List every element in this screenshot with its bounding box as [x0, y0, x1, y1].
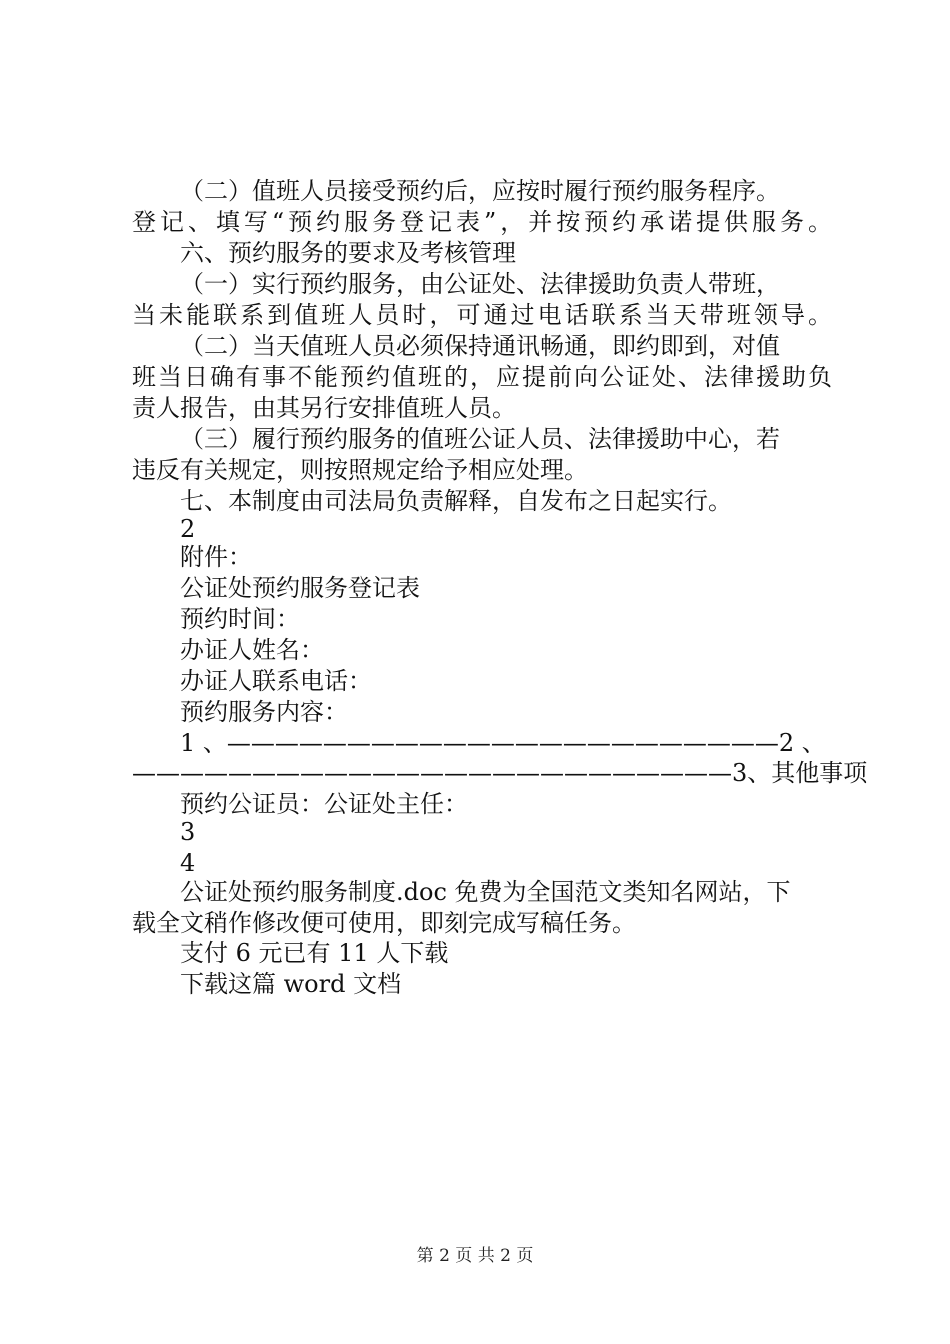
form-field-applicant-name: 办证人姓名：	[180, 636, 324, 664]
page-number-marker: 4	[180, 849, 196, 877]
paragraph-line: 登记、填写“预约服务登记表”，并按预约承诺提供服务。	[132, 208, 832, 236]
paragraph-line: （二）当天值班人员必须保持通讯畅通，即约即到，对值	[180, 332, 780, 360]
page-number-marker: 3	[180, 818, 196, 846]
paragraph-line: （二）值班人员接受预约后，应按时履行预约服务程序。	[180, 177, 780, 205]
section-heading: 六、预约服务的要求及考核管理	[180, 239, 516, 267]
paragraph-line: （一）实行预约服务，由公证处、法律援助负责人带班，	[180, 270, 780, 298]
attachment-label: 附件：	[180, 543, 252, 571]
download-notice: 公证处预约服务制度.doc 免费为全国范文类知名网站，下	[180, 878, 791, 906]
form-field-applicant-phone: 办证人联系电话：	[180, 667, 372, 695]
paragraph-line: 责人报告，由其另行安排值班人员。	[132, 394, 516, 422]
form-field-service-content: 预约服务内容：	[180, 698, 348, 726]
form-item-line: —————————————————————————3、其他事项	[132, 759, 868, 787]
section-heading: 七、本制度由司法局负责解释，自发布之日起实行。	[180, 487, 732, 515]
form-title: 公证处预约服务登记表	[180, 574, 420, 602]
form-field-appointment-time: 预约时间：	[180, 605, 300, 633]
form-signature-line: 预约公证员：公证处主任：	[180, 790, 468, 818]
download-notice: 载全文稍作修改便可使用，即刻完成写稿任务。	[132, 909, 636, 937]
download-count: 支付 6 元已有 11 人下载	[180, 939, 449, 967]
paragraph-line: 班当日确有事不能预约值班的，应提前向公证处、法律援助负	[132, 363, 832, 391]
page-number-marker: 2	[180, 515, 196, 543]
paragraph-line: 违反有关规定，则按照规定给予相应处理。	[132, 456, 588, 484]
paragraph-line: 当未能联系到值班人员时，可通过电话联系当天带班领导。	[132, 301, 832, 329]
paragraph-line: （三）履行预约服务的值班公证人员、法律援助中心，若	[180, 425, 780, 453]
download-link[interactable]: 下载这篇 word 文档	[180, 970, 402, 998]
page-footer: 第 2 页 共 2 页	[416, 1246, 534, 1266]
form-item-line: 1 、———————————————————————2 、	[180, 729, 826, 757]
